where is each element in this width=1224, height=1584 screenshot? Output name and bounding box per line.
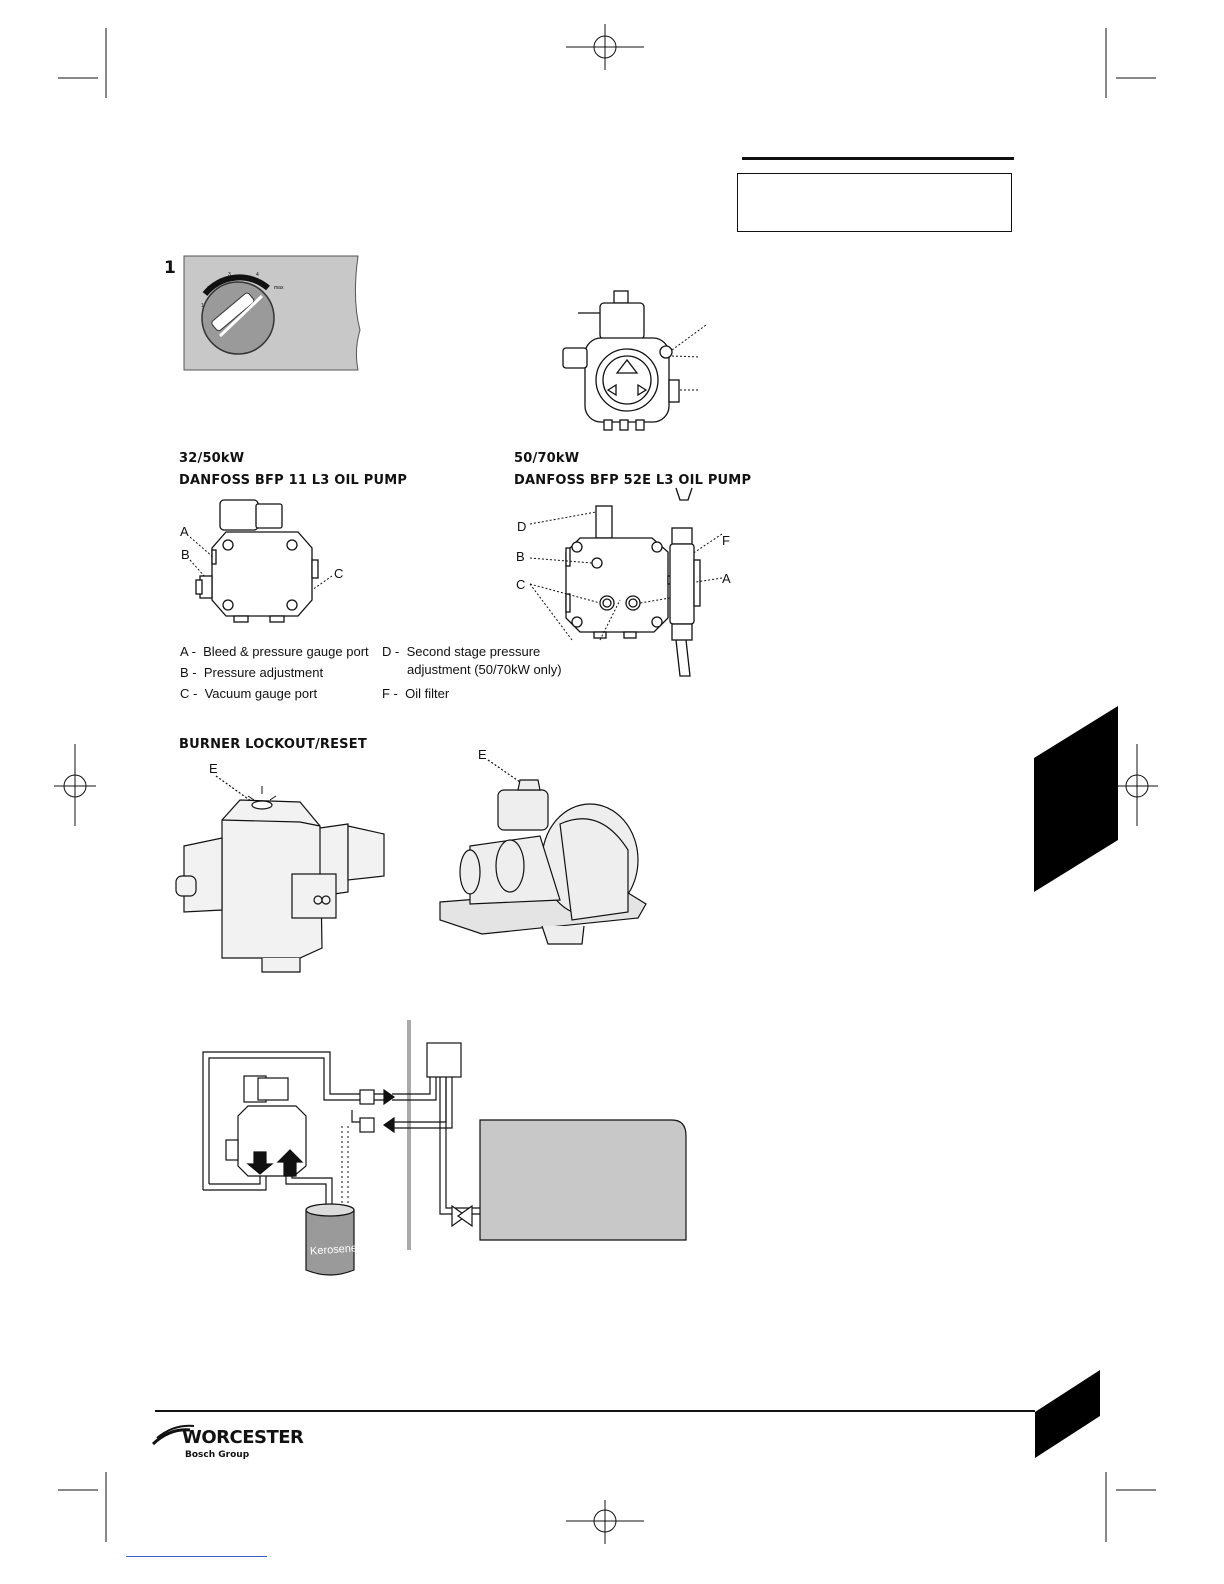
legend-item-b: B - Pressure adjustment bbox=[180, 665, 324, 680]
dial-tick-max: max bbox=[274, 285, 284, 291]
dial-tick-2: 2 bbox=[207, 286, 210, 292]
callout-a-50: A bbox=[722, 571, 731, 586]
callout-a-32: A bbox=[180, 524, 189, 539]
dial-tick-1: 1 bbox=[201, 303, 204, 309]
pump-50-title: DANFOSS BFP 52E L3 OIL PUMP bbox=[514, 473, 752, 488]
kerosene-label: Kerosene bbox=[309, 1242, 358, 1258]
figure-number: 1 bbox=[164, 258, 177, 278]
callout-b-32: B bbox=[181, 547, 190, 562]
legend-item-a: A - Bleed & pressure gauge port bbox=[180, 644, 369, 659]
brand-name: WORCESTER bbox=[182, 1427, 304, 1448]
callout-c-32: C bbox=[334, 566, 344, 581]
callout-b-50: B bbox=[516, 549, 525, 564]
legend-item-d: D - Second stage pressure bbox=[382, 644, 541, 659]
legend-item-f: F - Oil filter bbox=[382, 686, 450, 701]
legend-item-c: C - Vacuum gauge port bbox=[180, 686, 318, 701]
brand-group: Bosch Group bbox=[185, 1450, 250, 1460]
dial-tick-4: 4 bbox=[256, 272, 259, 278]
dial-tick-3: 3 bbox=[228, 272, 231, 278]
callout-c-50: C bbox=[516, 577, 526, 592]
pump-50-rating: 50/70kW bbox=[514, 451, 580, 466]
callout-d-50: D bbox=[517, 519, 527, 534]
callout-e-right: E bbox=[478, 747, 487, 762]
pump-32-rating: 32/50kW bbox=[179, 451, 245, 466]
callout-f-50: F bbox=[722, 533, 730, 548]
pump-32-title: DANFOSS BFP 11 L3 OIL PUMP bbox=[179, 473, 408, 488]
legend-item-d-line2: adjustment (50/70kW only) bbox=[407, 662, 562, 677]
lockout-title: BURNER LOCKOUT/RESET bbox=[179, 737, 367, 752]
callout-e-left: E bbox=[209, 761, 218, 776]
footer-link-line bbox=[126, 1556, 267, 1557]
